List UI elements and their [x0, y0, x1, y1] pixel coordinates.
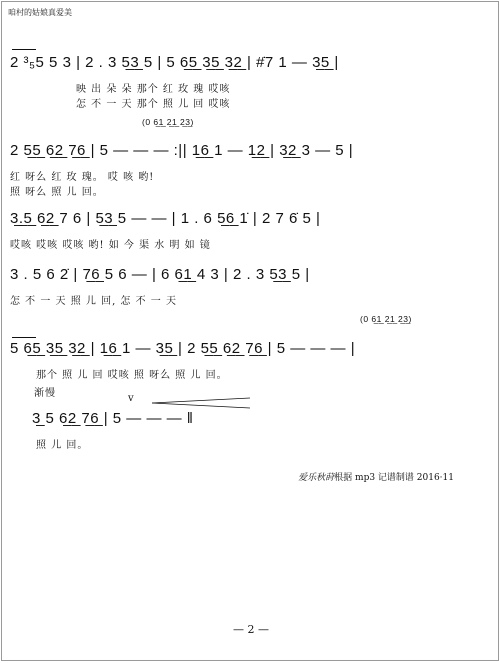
- decrescendo-hairpin: [152, 396, 252, 410]
- slur-line: [12, 337, 36, 338]
- lyric-line-2a: 红 呀么 红 玫 瑰。 哎 咳 哟!: [10, 172, 155, 183]
- lyric-line-5a: 那个 照 儿 回 哎咳 照 呀么 照 儿 回。: [36, 370, 228, 381]
- notation-line-6: 3̲ 5 6̲2̲ 7̲6̲ | 5 — — — ‖: [32, 410, 194, 427]
- page-number: — 2 —: [233, 623, 269, 636]
- notation-line-3: 3̲.̲5̲ 6̲2̲ 7 6 | 5̲3̲ 5 — — | 1 . 6 5̲6̲ 1̇ | 2 7 6̇ 5 |: [10, 210, 321, 227]
- notation-line-4: 3 . 5 6 2̇ | 7̲6̲ 5 6 — | 6 6̲1̲ 4 3 | 2 . 3 5̲3̲ 5 |: [10, 266, 310, 283]
- score-page: [1, 1, 499, 661]
- lyric-line-6a: 照 儿 回。: [36, 440, 89, 451]
- credit-line: [298, 470, 454, 483]
- notation-line-2: 2 5̲5̲ 6̲2̲ 7̲6̲ | 5 — — — :|| 1̲6̲ 1 — 1̲2̲ | 3̲2̲ 3 — 5 |: [10, 142, 354, 159]
- slur-line: [12, 49, 36, 50]
- aside-notes-5: (0 6̲1̲ 2̲1̲ 2̲3̲): [360, 314, 412, 324]
- lyric-line-2b: 照 呀么 照 儿 回。: [10, 187, 104, 198]
- aside-notes-2: (0 6̲1̲ 2̲1̲ 2̲3̲): [142, 117, 194, 127]
- fermata-mark: v: [128, 393, 135, 404]
- credit-author: 爱乐秋莳: [298, 473, 335, 483]
- header-title: 咱村的姑娘真爱美: [8, 8, 72, 17]
- credit-text: 根据 mp3 记谱制谱 2016·11: [334, 473, 454, 483]
- lyric-line-4a: 怎 不 一 天 照 儿 回, 怎 不 一 天: [10, 296, 177, 307]
- notation-line-5: 5 6̲5̲ 3̲5̲ 3̲2̲ | 1̲6̲ 1 — 3̲5̲ | 2 5̲5̲ 6̲2̲ 7̲6̲ | 5 — — — |: [10, 340, 356, 357]
- lyric-line-3a: 哎咳 哎咳 哎咳 哟! 如 今 渠 水 明 如 镜: [10, 240, 211, 251]
- tempo-marking: 渐慢: [34, 388, 56, 399]
- lyric-line-1b: 怎 不 一 天 那个 照 儿 回 哎咳: [76, 99, 231, 110]
- lyric-line-1a: 映 出 朵 朵 那个 红 玫 瑰 哎咳: [76, 84, 231, 95]
- notation-line-1: 2 ³₅5 5 3 | 2 . 3 5̲3̲ 5 | 5 6̲5̲ 3̲5̲ 3̲2̲ | #̇7 1 — 3̲5̲ |: [10, 54, 339, 71]
